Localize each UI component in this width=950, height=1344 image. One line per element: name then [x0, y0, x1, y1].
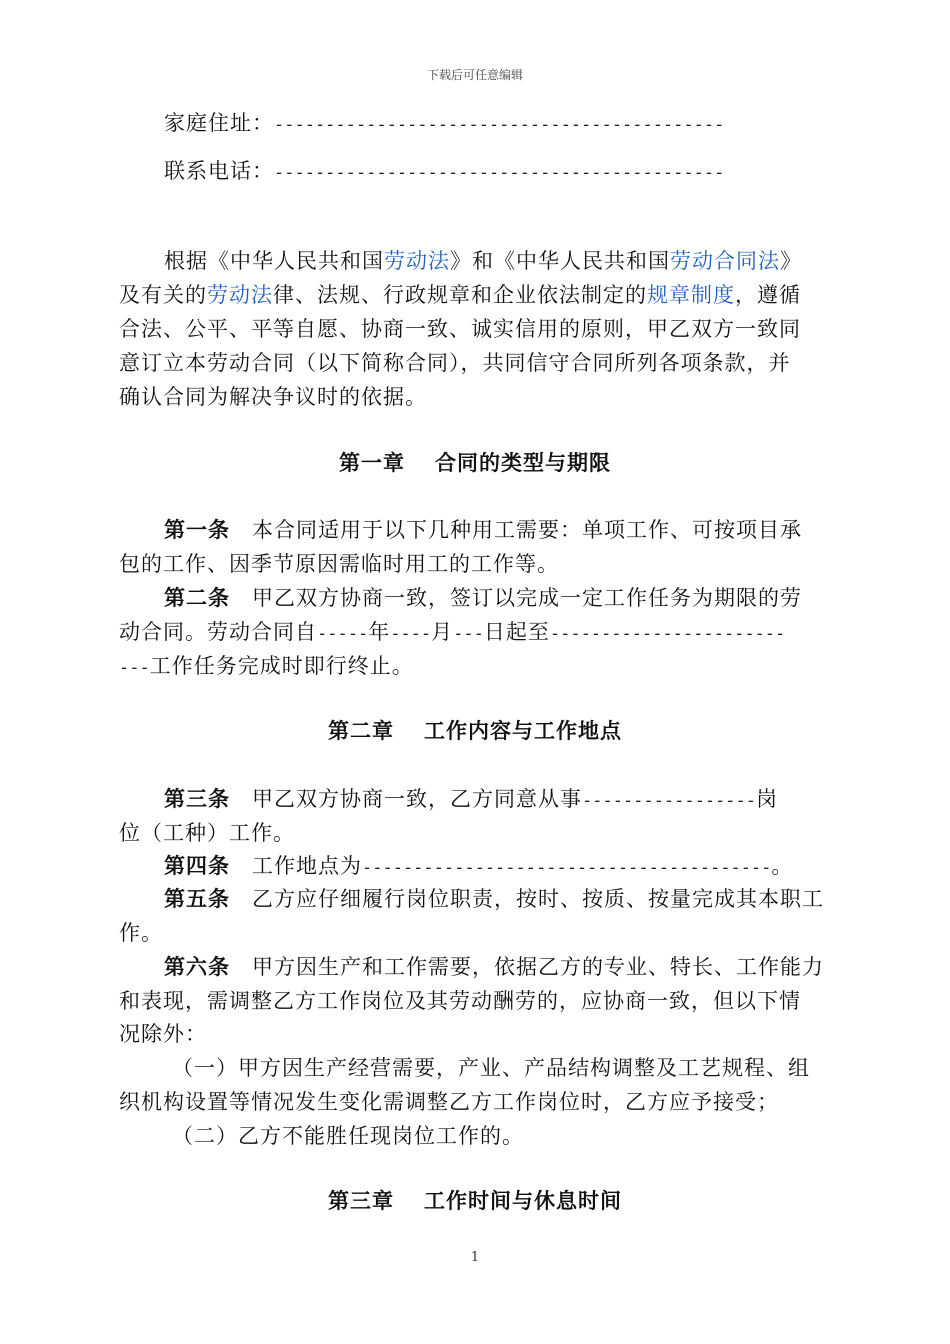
article-label: 第四条	[164, 853, 230, 878]
article-text: 甲乙双方协商一致，签订以完成一定工作任务为期限的劳	[252, 586, 802, 610]
article-text: 乙方应仔细履行岗位职责，按时、按质、按量完成其本职工	[252, 887, 824, 911]
article-label: 第六条	[164, 954, 230, 979]
article-text: 动合同。劳动合同自	[119, 620, 317, 644]
preamble-text: 》	[780, 249, 802, 273]
blank-end-cont: ---	[119, 658, 150, 678]
article-text: 工作地点为	[252, 854, 362, 878]
article-3-line-1	[164, 782, 835, 818]
blank-location: ----------------------------------------	[362, 858, 772, 878]
article-text: 本合同适用于以下几种用工需要：单项工作、可按项目承	[252, 518, 802, 542]
blank-day: ---	[453, 624, 484, 644]
article-text: 。	[771, 854, 794, 878]
preamble-line-3: 合法、公平、平等自愿、协商一致、诚实信用的原则，甲乙双方一致同	[119, 317, 801, 341]
chapter-title: 合同的类型与期限	[435, 450, 611, 475]
blank-position: -----------------	[582, 791, 756, 811]
article-text: 月	[431, 620, 454, 644]
chapter-1-heading	[0, 446, 950, 480]
article-text: 岗	[756, 787, 778, 811]
article-text: 年	[368, 620, 391, 644]
article-6-item-1-line-2: 织机构设置等情况发生变化需调整乙方工作岗位时，乙方应予接受；	[119, 1090, 779, 1114]
article-5-line-1	[164, 882, 835, 916]
article-1-line-2: 包的工作、因季节原因需临时用工的工作等。	[119, 552, 559, 576]
preamble-text: 律、法规、行政规章和企业依法制定的	[273, 283, 647, 307]
chapter-number: 第三章	[328, 1188, 394, 1213]
chapter-title: 工作内容与工作地点	[424, 718, 622, 743]
chapter-2-heading	[0, 714, 950, 748]
preamble-line-2	[119, 278, 835, 312]
blank-year: -----	[317, 624, 369, 644]
phone-label: 联系电话：	[164, 159, 274, 183]
blank-month: ----	[390, 624, 432, 644]
article-5-line-2: 作。	[119, 921, 163, 945]
article-6-line-3: 况除外：	[119, 1022, 207, 1046]
article-label: 第二条	[164, 585, 230, 610]
article-label: 第一条	[164, 517, 230, 542]
article-label: 第五条	[164, 886, 230, 911]
phone-blank: --------------------------------------------	[274, 163, 725, 183]
address-line	[164, 106, 835, 142]
rules-regulations-link[interactable]: 规章制度	[647, 283, 735, 307]
chapter-3-heading	[0, 1184, 950, 1218]
article-text: 工作任务完成时即行终止。	[149, 654, 414, 678]
article-1-line-1	[164, 513, 835, 547]
labor-law-link[interactable]: 劳动法	[384, 249, 450, 273]
article-2-line-2	[119, 615, 835, 651]
preamble-line-4: 意订立本劳动合同（以下简称合同），共同信守合同所列各项条款，并	[119, 351, 791, 375]
chapter-number: 第二章	[328, 718, 394, 743]
preamble-line-5: 确认合同为解决争议时的依据。	[119, 385, 427, 409]
address-blank: --------------------------------------------	[274, 115, 725, 135]
preamble-text: ，遵循	[735, 283, 801, 307]
chapter-title: 工作时间与休息时间	[424, 1188, 622, 1213]
article-label: 第三条	[164, 786, 230, 811]
article-text: 甲方因生产和工作需要，依据乙方的专业、特长、工作能力	[252, 955, 824, 979]
address-label: 家庭住址：	[164, 111, 274, 135]
article-2-line-1	[164, 581, 835, 615]
labor-contract-law-link[interactable]: 劳动合同法	[670, 249, 780, 273]
article-3-line-2: 位（工种）工作。	[119, 821, 295, 845]
chapter-number: 第一章	[339, 450, 405, 475]
article-6-line-2: 和表现，需调整乙方工作岗位及其劳动酬劳的，应协商一致，但以下情	[119, 989, 801, 1013]
article-6-item-2: （二）乙方不能胜任现岗位工作的。	[172, 1124, 524, 1148]
preamble-text: 根据《中华人民共和国	[164, 249, 384, 273]
labor-law-link-2[interactable]: 劳动法	[207, 283, 273, 307]
preamble-line-1	[164, 244, 835, 278]
article-text: 日起至	[483, 620, 550, 644]
page-number: 1	[470, 1250, 480, 1265]
preamble-text: 》和《中华人民共和国	[450, 249, 670, 273]
preamble-text: 及有关的	[119, 283, 207, 307]
blank-end: -----------------------	[549, 624, 786, 644]
phone-line	[164, 154, 835, 190]
article-4-line-1	[164, 849, 835, 885]
article-2-line-3	[119, 649, 835, 685]
page-header: 下载后可任意编辑	[426, 68, 523, 82]
article-6-item-1-line-1: （一）甲方因生产经营需要，产业、产品结构调整及工艺规程、组	[172, 1056, 810, 1080]
article-6-line-1	[164, 950, 835, 984]
article-text: 甲乙双方协商一致，乙方同意从事	[252, 787, 582, 811]
